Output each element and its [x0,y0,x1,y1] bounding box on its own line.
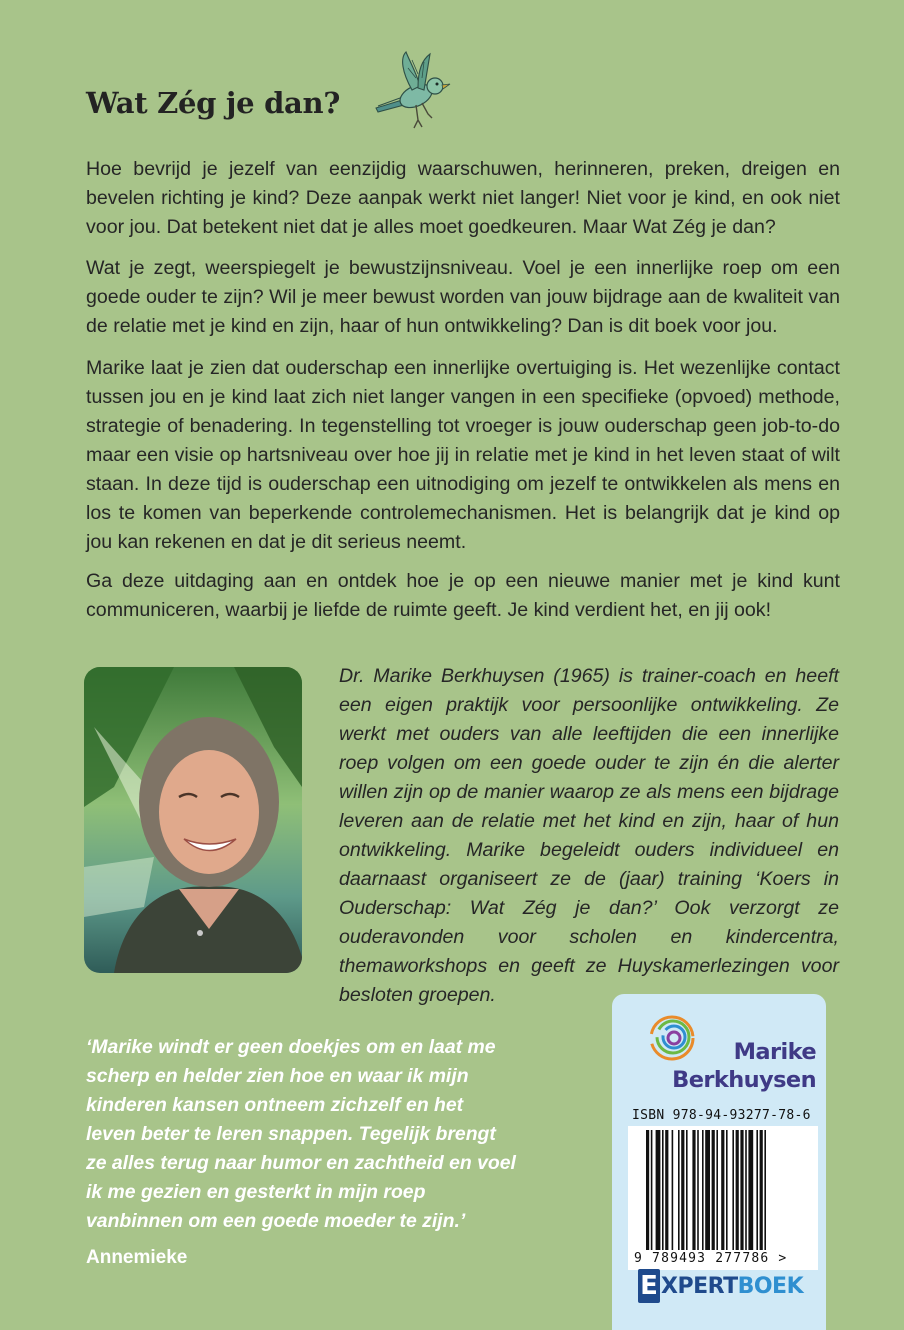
isbn-panel [612,994,826,1330]
barcode-bar [760,1130,763,1250]
isbn-label: ISBN 978-94-93277-78-6 [632,1108,811,1123]
brand-name-line2: Berkhuysen [672,1067,816,1093]
testimonial-author: Annemieke [86,1247,188,1268]
brand-name [648,1038,816,1094]
barcode-bar [686,1130,688,1250]
barcode [628,1126,818,1270]
barcode-bar [665,1130,668,1250]
bird-illustration-icon [372,48,456,134]
barcode-bar [748,1130,753,1250]
barcode-bar [745,1130,747,1250]
publisher-logo-light: BOEK [737,1273,804,1299]
barcode-bar [697,1130,699,1250]
brand-name-line1: Marike [733,1039,816,1065]
closing-paragraph: Ga deze uitdaging aan en ontdek hoe je op een nieuwe manier met je kind kunt communiceren, waarbij je liefde de ruimte geeft. Je kind verdient het, en jij ook! [86,570,840,621]
body-paragraph: Wat je zegt, weerspiegelt je bewustzijnsniveau. Voel je een innerlijke roep om een goede ouder te zijn? Wil je meer bewust worden van jouw bijdrage aan de kwaliteit van de relatie met je kind en zijn, haar of hun ontwikkeling? Dan is dit boek voor jou. [86,257,840,337]
barcode-bar [678,1130,680,1250]
intro-paragraph: Hoe bevrijd je jezelf van eenzijdig waarschuwen, herinneren, preken, dreigen en bevelen richting je kind? Deze aanpak werkt niet langer! Niet voor je kind, en ook niet voor jou. Dat betekent niet dat je alles moet goedkeuren. Maar Wat Zég je dan? [86,158,840,238]
barcode-bar [732,1130,734,1250]
barcode-bar [740,1130,743,1250]
barcode-bars [646,1130,804,1250]
book-title: Wat Zég je dan? [86,86,341,120]
publisher-logo-text [661,1274,803,1299]
barcode-bar [662,1130,664,1250]
author-bio: Dr. Marike Berkhuysen (1965) is trainer-coach en heeft een eigen praktijk voor persoonlijke ontwikkeling. Ze werkt met ouders van alle leeftijden die een innerlijke roep volgen om een goede ouder te zijn én die alerter willen zijn op de manier waarop ze als mens een bijdrage leveren aan de relatie met het kind en zijn, haar of hun ontwikkeling. Marike begeleidt ouders individueel en daarnaast organiseert ze de (jaar) training ‘Koers in Ouderschap: Wat Zég je dan?’ Ook verzorgt ze ouderavonden voor scholen en kindercentra, themaworkshops en geeft ze Huyskamerlezingen voor besloten groepen. [339,665,839,1006]
barcode-bar [702,1130,704,1250]
barcode-bar [646,1130,649,1250]
barcode-bar [681,1130,684,1250]
barcode-bar [721,1130,724,1250]
barcode-bar [716,1130,718,1250]
publisher-logo-letter: E [638,1269,660,1303]
barcode-bar [692,1130,695,1250]
barcode-bar [672,1130,674,1250]
body-paragraph: Marike laat je zien dat ouderschap een innerlijke overtuiging is. Het wezenlijke contact tussen jou en je kind laat zich niet langer vangen in een specifieke (opvoed) methode, strategie of benadering. In tegenstelling tot vroeger is jouw ouderschap geen job-to-do maar een visie op hartsniveau over hoe jij in relatie met je kind in het leven staat of wilt staan. In deze tijd is ouderschap een uitnodiging om jezelf te ontwikkelen als mens en los te komen van beperkende controlemechanismen. Het is belangrijk dat je kind op jou kan rekenen en dat je dit serieus neemt. [86,357,840,553]
barcode-bar [756,1130,758,1250]
barcode-bar [712,1130,715,1250]
barcode-digits: 9 789493 277786 > [634,1251,788,1266]
barcode-bar [764,1130,766,1250]
author-photo [84,667,302,973]
testimonial-quote: ‘Marike windt er geen doekjes om en laat me scherp en helder zien hoe en waar ik mijn kinderen kansen ontneem zichzelf en het leven beter te leren snappen. Tegelijk brengt ze alles terug naar humor en zachtheid en voel ik me gezien en gesterkt in mijn roep vanbinnen om een goede moeder te zijn.’ [86,1036,516,1232]
barcode-bar [705,1130,710,1250]
barcode-bar [656,1130,661,1250]
barcode-bar [726,1130,728,1250]
publisher-logo-dark: XPERT [661,1273,738,1299]
barcode-bar [736,1130,739,1250]
barcode-bar [651,1130,653,1250]
publisher-logo [638,1266,803,1306]
